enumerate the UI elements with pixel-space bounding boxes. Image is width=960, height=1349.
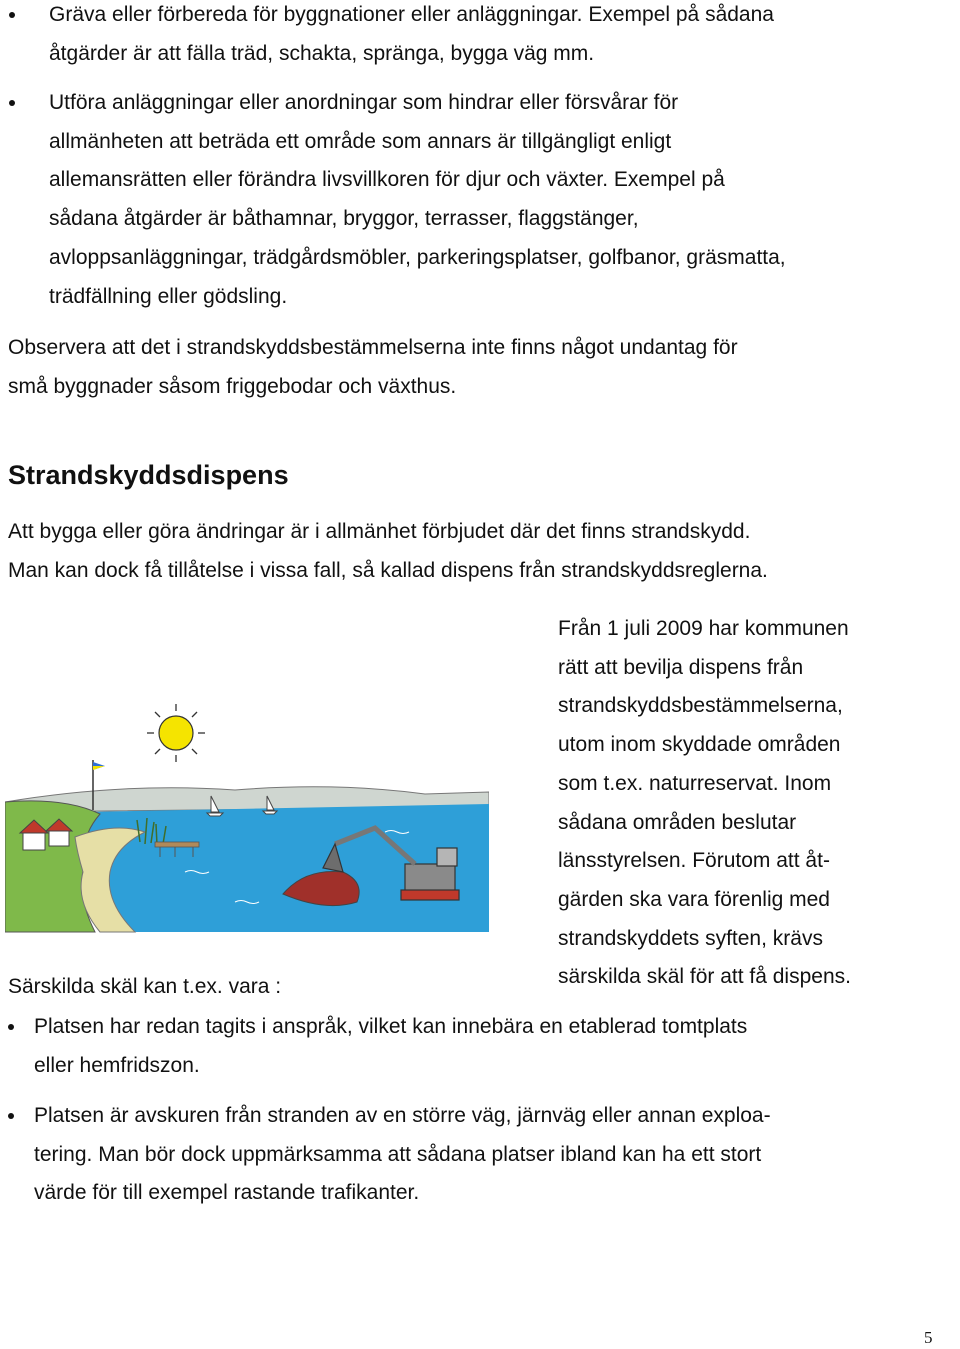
side-line: rätt att bevilja dispens från: [558, 655, 804, 679]
reasons-bullet-list: [0, 1008, 747, 1085]
side-line: strandskyddets syften, krävs: [558, 926, 823, 950]
list-item: [0, 0, 774, 73]
bullet-dot-icon: [8, 1113, 14, 1119]
list-item: [0, 1008, 747, 1085]
list-item: [0, 1097, 771, 1213]
list-item-line: eller hemfridszon.: [34, 1053, 200, 1077]
list-item-line: sådana åtgärder är båthamnar, bryggor, terrasser, flaggstänger,: [49, 207, 639, 231]
list-item-line: allmänheten att beträda ett område som annars är tillgängligt enligt: [49, 129, 672, 153]
side-line: särskilda skäl för att få dispens.: [558, 965, 851, 989]
section-heading: Strandskyddsdispens: [8, 460, 289, 490]
note-paragraph: [8, 329, 738, 406]
list-item-line: tering. Man bör dock uppmärksamma att sådana platser ibland kan ha ett stort: [34, 1142, 762, 1166]
list-item-line: värde för till exempel rastande trafikanter.: [34, 1181, 420, 1205]
page-number: 5: [924, 1328, 933, 1347]
top-bullet-list-2: [0, 84, 786, 316]
intro-paragraph: [8, 513, 768, 590]
list-item-line: Utföra anläggningar eller anordningar som hindrar eller försvårar för: [49, 91, 679, 114]
list-item-line: Platsen är avskuren från stranden av en större väg, järnväg eller annan exploa-: [34, 1104, 771, 1127]
reasons-label: Särskilda skäl kan t.ex. vara :: [8, 975, 282, 998]
list-item: [0, 84, 786, 316]
list-item-line: Platsen har redan tagits i anspråk, vilket kan innebära en etablerad tomtplats: [34, 1015, 748, 1038]
list-item-line: åtgärder är att fälla träd, schakta, spränga, bygga väg mm.: [49, 41, 595, 65]
side-line: sådana områden beslutar: [558, 810, 797, 834]
bullet-dot-icon: [9, 12, 15, 18]
intro-line: Man kan dock få tillåtelse i vissa fall, så kallad dispens från strandskyddsreglerna.: [8, 558, 768, 582]
bullet-dot-icon: [8, 1024, 14, 1030]
reasons-bullet-list-2: [0, 1097, 771, 1213]
list-item-line: trädfällning eller gödsling.: [49, 284, 288, 308]
side-line: Från 1 juli 2009 har kommunen: [558, 617, 849, 640]
bullet-dot-icon: [9, 100, 15, 106]
note-line: små byggnader såsom friggebodar och växthus.: [8, 374, 457, 398]
list-item-line: allemansrätten eller förändra livsvillkoren för djur och växter. Exempel på: [49, 168, 725, 192]
side-line: utom inom skyddade områden: [558, 733, 841, 757]
note-line: Observera att det i strandskyddsbestämmelserna inte finns något undantag för: [8, 336, 738, 359]
intro-line: Att bygga eller göra ändringar är i allmänhet förbjudet där det finns strandskydd.: [8, 520, 751, 543]
list-item-line: Gräva eller förbereda för byggnationer eller anläggningar. Exempel på sådana: [49, 3, 774, 26]
list-item-line: avloppsanläggningar, trädgårdsmöbler, parkeringsplatser, golfbanor, gräsmatta,: [49, 245, 786, 269]
side-line: gärden ska vara förenlig med: [558, 887, 830, 911]
side-line: länsstyrelsen. Förutom att åt-: [558, 849, 830, 873]
top-bullet-list: [0, 0, 774, 73]
side-line: som t.ex. naturreservat. Inom: [558, 771, 832, 795]
side-line: strandskyddsbestämmelserna,: [558, 694, 843, 718]
dispens-info-text: [558, 610, 958, 997]
shoreline-illustration: [5, 632, 489, 938]
